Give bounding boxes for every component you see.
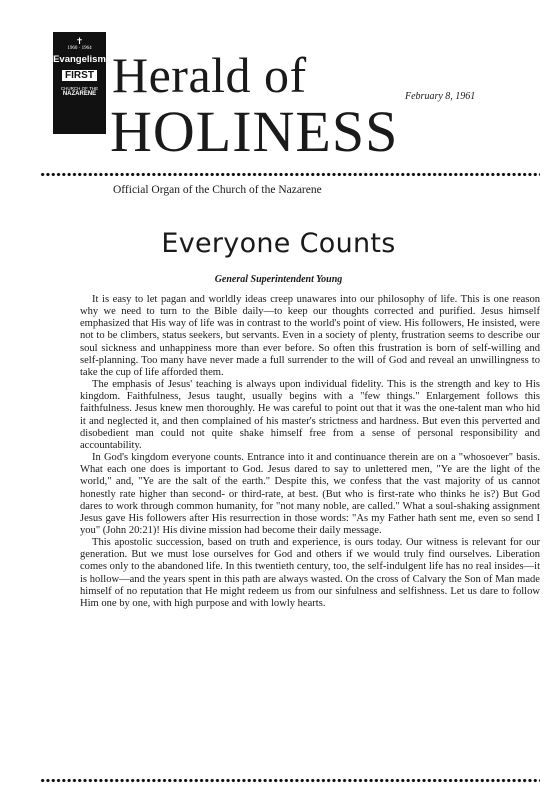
masthead-subtitle: Official Organ of the Church of the Nazarene <box>113 184 322 196</box>
issue-date: February 8, 1961 <box>405 91 476 102</box>
article-paragraph: The emphasis of Jesus' teaching is always upon individual fidelity. This is the strength and key to His kingdom. Faithfulness, Jesus taught, usually begins with a "few things." Enlargement follows this faithfulness. Jesus knew men thoroughly. He was careful to point out that it was the one-talent man who hid it and neglected it, and then complained of his master's strictness and hardness. But even this perverted and disobedient man could not quite shake himself free from a sense of personal responsibility and accountability. <box>80 379 540 451</box>
badge-nazarene: NAZARENE <box>62 91 97 97</box>
masthead-title-line1: Herald of <box>112 47 307 103</box>
badge-first: FIRST <box>62 70 97 81</box>
badge-church-of-the: CHURCH OF THE <box>60 86 99 91</box>
article-headline: Everyone Counts <box>161 228 396 259</box>
article-paragraph: In God's kingdom everyone counts. Entrance into it and continuance therein are on a "whosoever" basis. What each one does is important to God. Jesus dared to say to unlettered men, "Ye are the light of the world," and, "Ye are the salt of the earth." Despite this, we confess that the vast majority of us cannot honestly rate higher than second- or third-rate, at best. (But who is first-rate who thinks he is?) But God dares to work through common humanity, for "not many noble, are called." What a soul-shaking assignment Jesus gave His followers after His resurrection in those words: "As my Father hath sent me, even so send I you" (John 20:21)! His divine mission had become their daily message. <box>80 452 540 536</box>
evangelism-first-badge <box>53 32 106 134</box>
top-dotted-rule <box>40 172 540 177</box>
article-body <box>80 294 540 610</box>
bottom-dotted-rule <box>40 778 540 783</box>
masthead-title-line2: HOLINESS <box>110 99 399 164</box>
article-paragraph: This apostolic succession, based on truth and experience, is ours today. Our witness is relevant for our generation. But we must lose ourselves for God and others if we would truly find ourselves. Liberation comes only to the abandoned life. In this twentieth century, too, the self-indulgent life has no real insides—it is hollow—and the years spent in this path are always wasted. On the cross of Calvary the Son of Man made himself of no reputation that He might redeem us from our sinfulness and selfishness. Let us dare to follow Him one by one, with high purpose and with lowly hearts. <box>80 537 540 609</box>
badge-years: 1960 · 1964 <box>67 46 92 51</box>
article-byline: General Superintendent Young <box>214 274 343 285</box>
cross-icon: ✝ <box>75 36 84 46</box>
article-paragraph: It is easy to let pagan and worldly ideas creep unawares into our philosophy of life. This is one reason why we need to turn to the Bible daily—to keep our thoughts corrected and purified. Jesus himself emphasized that His way of life was in contrast to the world's point of view. His followers, He insisted, were not to be climbers, status seekers, but servants. Even in a society of plenty, frustration seems to describe our soul sickness and unhappiness more than ever before. So often this frustration is born of self-willing and self-planning. Too many have never made a full surrender to the will of God and reveal an unwillingness to take the cup of life afforded them. <box>80 294 540 378</box>
badge-evangelism: Evangelism <box>53 54 106 65</box>
